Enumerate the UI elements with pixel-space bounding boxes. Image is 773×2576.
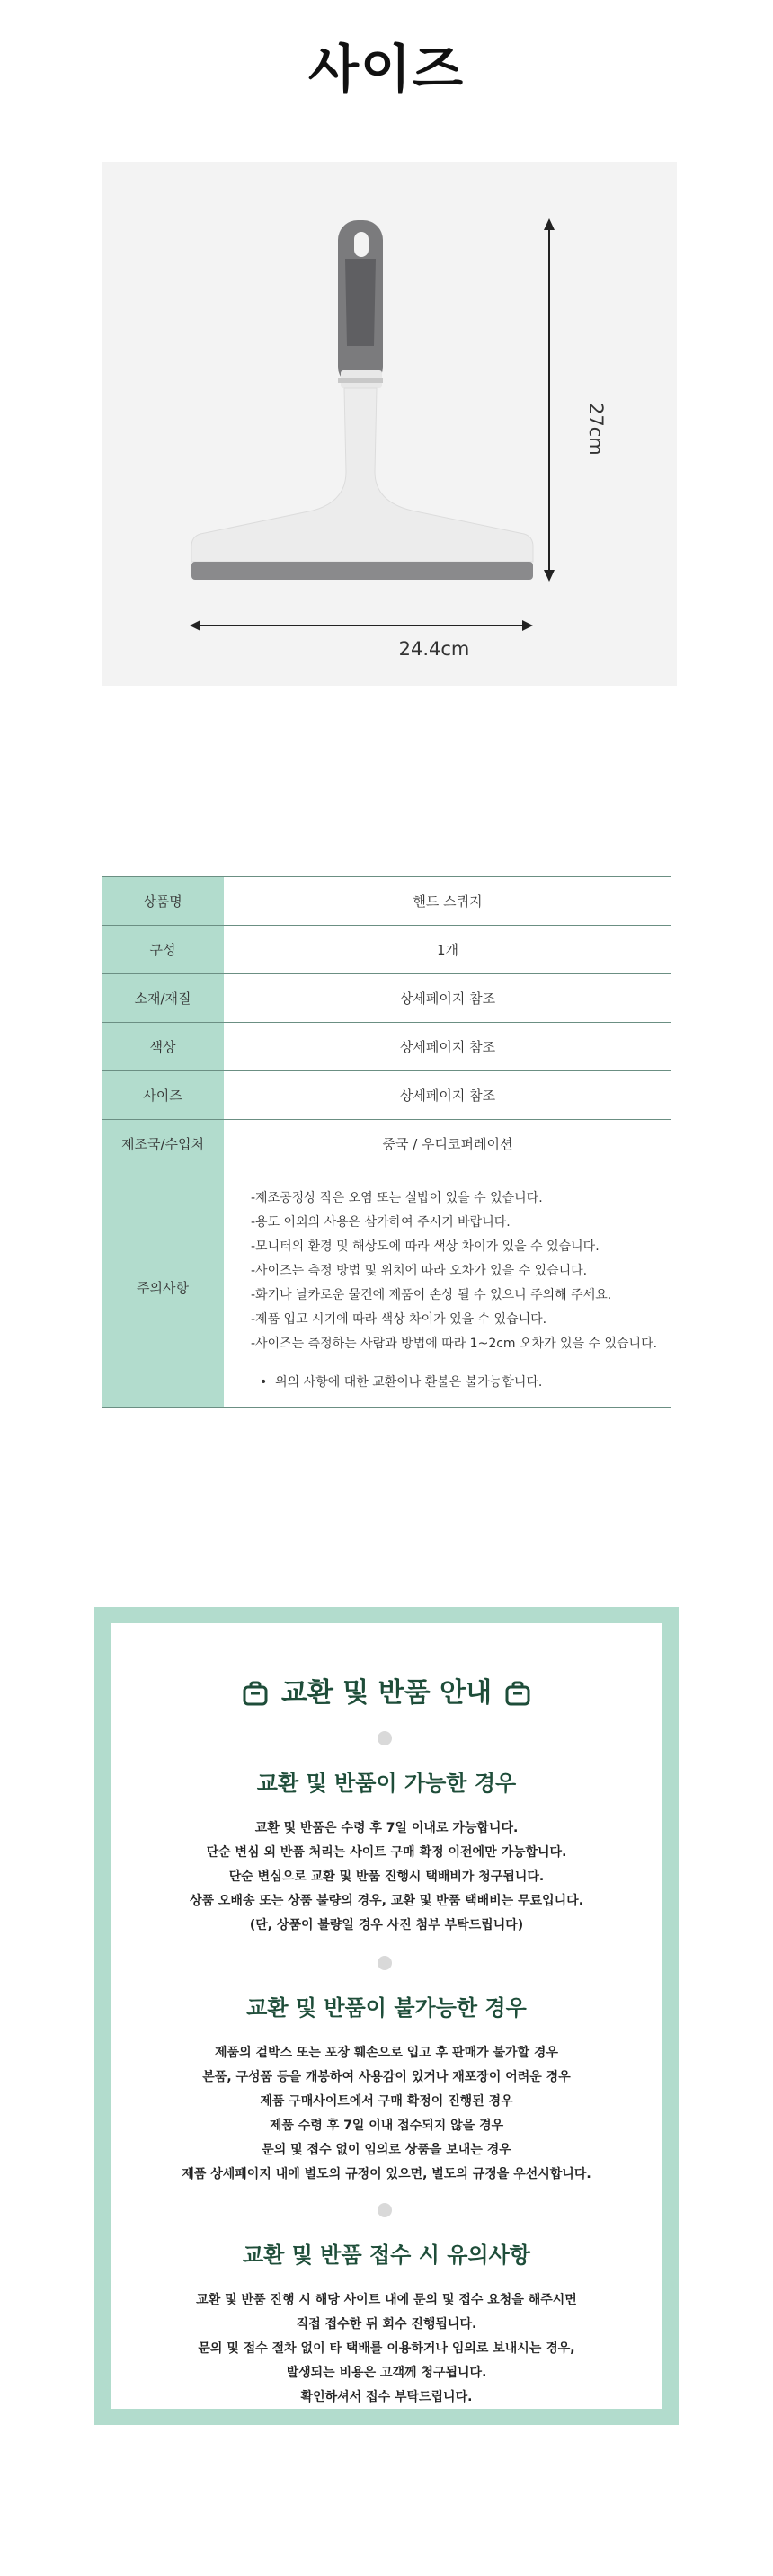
note-line: -화기나 날카로운 물건에 제품이 손상 될 수 있으니 주의해 주세요. — [251, 1288, 612, 1302]
divider-dot — [378, 1956, 392, 1970]
exchange-return-guide — [94, 1607, 679, 2425]
section-title: 교환 및 반품이 불가능한 경우 — [246, 1995, 527, 2021]
section-title: 교환 및 반품이 가능한 경우 — [256, 1771, 517, 1796]
shopping-bag-icon — [504, 1680, 531, 1714]
table-row — [102, 1168, 671, 1408]
bullet-icon: • — [260, 1375, 276, 1390]
spec-key-notes: 주의사항 — [102, 1168, 224, 1408]
note-line: -사이즈는 측정 방법 및 위치에 따라 오차가 있을 수 있습니다. — [251, 1264, 588, 1278]
spec-value: 상세페이지 참조 — [224, 974, 671, 1023]
note-line: -용도 이외의 사용은 삼가하여 주시기 바랍니다. — [251, 1215, 511, 1230]
table-row — [102, 926, 671, 974]
rubber-blade — [191, 562, 533, 580]
table-row — [102, 877, 671, 926]
table-row — [102, 1120, 671, 1168]
section-body: 교환 및 반품 진행 시 해당 사이트 내에 문의 및 접수 요청을 해주시면 직접 접수한 뒤 회수 진행됩니다. 문의 및 접수 절차 없이 타 택배를 이용하거나 임의로 보내시는 경우, 발생되는 비용은 고객께 청구됩니다. 확인하셔서 접수 부탁드립니다. — [196, 2293, 577, 2404]
section-body: 교환 및 반품은 수령 후 7일 이내로 가능합니다. 단순 변심 외 반품 처리는 사이트 구매 확정 이전에만 가능합니다. 단순 변심으로 교환 및 반품 진행시 택배비가 청구됩니다. 상품 오배송 또는 상품 불량의 경우, 교환 및 반품 택배비는 무료입니다. (단, 상품이 불량일 경우 사진 첨부 부탁드립니다) — [189, 1821, 584, 1932]
divider-dot — [378, 1731, 392, 1745]
table-row — [102, 1071, 671, 1120]
note-bullet: • 위의 사항에 대한 교환이나 환불은 불가능합니다. — [260, 1375, 543, 1390]
spec-key: 소재/재질 — [102, 974, 224, 1023]
page-title: 사이즈 — [307, 39, 466, 100]
spec-value: 상세페이지 참조 — [224, 1023, 671, 1071]
height-dimension-label: 27cm — [585, 403, 607, 456]
hang-hole — [354, 232, 369, 257]
divider-dot — [378, 2203, 392, 2217]
spec-value: 상세페이지 참조 — [224, 1071, 671, 1120]
product-image — [102, 162, 677, 686]
note-line: -제품 입고 시기에 따라 색상 차이가 있을 수 있습니다. — [251, 1312, 547, 1327]
spec-key: 제조국/수입처 — [102, 1120, 224, 1168]
table-row — [102, 1023, 671, 1071]
spec-key: 사이즈 — [102, 1071, 224, 1120]
spec-table — [102, 876, 671, 1408]
spec-key: 상품명 — [102, 877, 224, 926]
section-title: 교환 및 반품 접수 시 유의사항 — [243, 2243, 530, 2268]
section-body: 제품의 겉박스 또는 포장 훼손으로 입고 후 판매가 불가할 경우 본품, 구성품 등을 개봉하여 사용감이 있거나 재포장이 어려운 경우 제품 구매사이트에서 구매 확정이 진행된 경우 제품 수령 후 7일 이내 접수되지 않을 경우 문의 및 접수 없이 임의로 상품을 보내는 경우 제품 상세페이지 내에 별도의 규정이 있으면, 별도의 규정을 우선시합니다. — [182, 2046, 591, 2181]
note-line: -사이즈는 측정하는 사람과 방법에 따라 1~2cm 오차가 있을 수 있습니다. — [251, 1337, 658, 1351]
spec-value: 중국 / 우디코퍼레이션 — [224, 1120, 671, 1168]
spec-key: 구성 — [102, 926, 224, 974]
spec-value: 핸드 스퀴지 — [224, 877, 671, 926]
width-dimension-label: 24.4cm — [398, 638, 470, 660]
exchange-title: 교환 및 반품 안내 — [111, 1670, 662, 1714]
shopping-bag-icon — [242, 1680, 269, 1714]
spec-key: 색상 — [102, 1023, 224, 1071]
table-row — [102, 974, 671, 1023]
note-line: -제조공정상 작은 오염 또는 실밥이 있을 수 있습니다. — [251, 1191, 543, 1205]
note-line: -모니터의 환경 및 해상도에 따라 색상 차이가 있을 수 있습니다. — [251, 1239, 600, 1254]
spec-value: 1개 — [224, 926, 671, 974]
caution-notes — [224, 1168, 671, 1408]
